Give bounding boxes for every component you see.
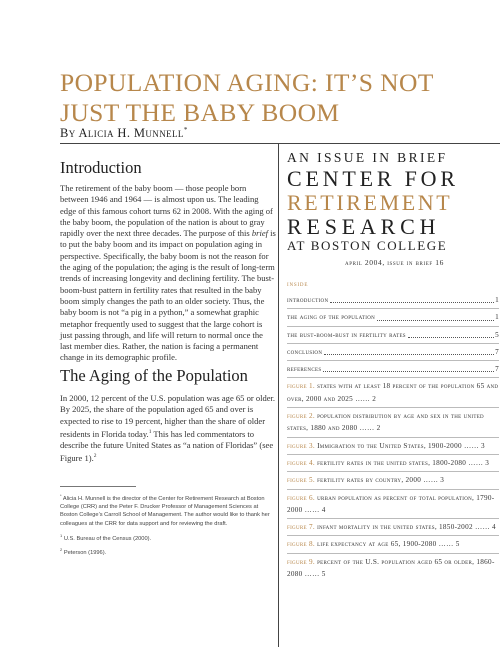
author-note-mark: * (183, 126, 188, 134)
toc-figure-item[interactable]: figure 1. states with at least 18 percent of the population 65 and over, 2000 and 2025 …… 2 (287, 382, 499, 403)
footnote-1: $^1$ U.S. Bureau of the Census (2000). (60, 533, 152, 542)
page-title: POPULATION AGING: IT’S NOT JUST THE BABY BOOM (60, 68, 434, 127)
toc-figure-item[interactable]: figure 7. infant mortality in the united states, 1850-2002 …… 4 (287, 523, 496, 532)
footnote-2: $^2$ Peterson (1996). (60, 547, 107, 556)
toc-figure-item[interactable]: figure 9. percent of the U.S. population aged 65 or older, 1860-2080 …… 5 (287, 557, 495, 579)
toc-item[interactable]: introduction 1 (287, 296, 499, 304)
toc-figure-item[interactable]: figure 8. life expectancy at age 65, 1900-2080 …… 5 (287, 540, 460, 549)
toc-figure-item[interactable]: figure 3. Immigration to the United States, 1900-2000 …… 3 (287, 441, 485, 450)
author-line (60, 126, 188, 141)
toc-figure-item[interactable]: figure 4. fertility rates in the united states, 1800-2080 …… 3 (287, 458, 490, 467)
toc-figure-item[interactable]: figure 2. population distribution by age and sex in the united states, 1880 and 2080 …… 2 (287, 412, 484, 433)
footnote-rule (60, 486, 136, 487)
toc-figure-item[interactable]: figure 6. urban population as percent of total population, 1790-2000 …… 4 (287, 493, 495, 514)
toc-item[interactable]: references 7 (287, 365, 499, 374)
toc-item[interactable]: the aging of the population 1 (287, 313, 499, 322)
brand-issue-line: AN ISSUE IN BRIEF (287, 150, 448, 165)
brand-center-line: CENTER FOR (287, 166, 459, 191)
brand-college-line: AT BOSTON COLLEGE (287, 238, 448, 253)
section-heading-aging: The Aging of the Population (60, 366, 248, 385)
column-divider (278, 143, 279, 647)
header-divider (60, 143, 500, 144)
intro-paragraph: The retirement of the baby boom — those people born between 1946 and 1964 — is almost upon us. The leading edge of this famous cohort turns 62 in 2008. With the aging of the baby boom, the population of the nation is about to gray rapidly over the next three decades. The purpose of this brief is to put the baby boom and its impact on population aging in perspective. Specifically, the baby boom is not the reason for the aging of the population; the aging is the result of long-term trends of increasing longevity and declining fertility. The bust-boom-bust pattern in fertility rates that resulted in the baby boom simply changes the path to an older society. Thus, the baby boom is not “a pig in a python,” a somewhat graphic metaphor frequently used to suggest that the large cohort is just passing through, and life will return to normal once the last member dies. Rather, the nation is facing a permanent change in its demographic profile. (60, 183, 276, 363)
issue-date: april 2004, issue in brief 16 (345, 258, 444, 267)
footnote-author: * Alicia H. Munnell is the director of the Center for Retirement Research at Boston College (CRR) and the Peter F. Drucker Professor of Management Sciences at Boston College’s Carroll School of Management. The author would like to thank her colleagues at the CRR for data support and for reviewing the draft. (60, 493, 270, 527)
toc-item[interactable]: conclusion 7 (287, 347, 499, 356)
toc-item[interactable]: the bust-boom-bust in fertility rates 5 (287, 330, 499, 339)
table-of-contents (287, 294, 499, 580)
brand-research-line: RESEARCH (287, 214, 441, 239)
inside-label: inside (287, 280, 309, 288)
author-name: By Alicia H. Munnell (60, 126, 184, 141)
toc-figure-item[interactable]: figure 5. fertility rates by country, 2000 …… 3 (287, 476, 445, 485)
section-heading-introduction: Introduction (60, 158, 142, 177)
brand-retirement-line: RETIREMENT (287, 190, 453, 215)
aging-paragraph: In 2000, 12 percent of the U.S. population was age 65 or older. By 2025, the share of the population aged 65 and over is expected to rise to 19 percent, higher than the share of older residents in Florida today.$^1$ This has led commentators to describe the future United States as “a nation of Floridas” (see Figure 1).$^2$ (60, 393, 276, 464)
